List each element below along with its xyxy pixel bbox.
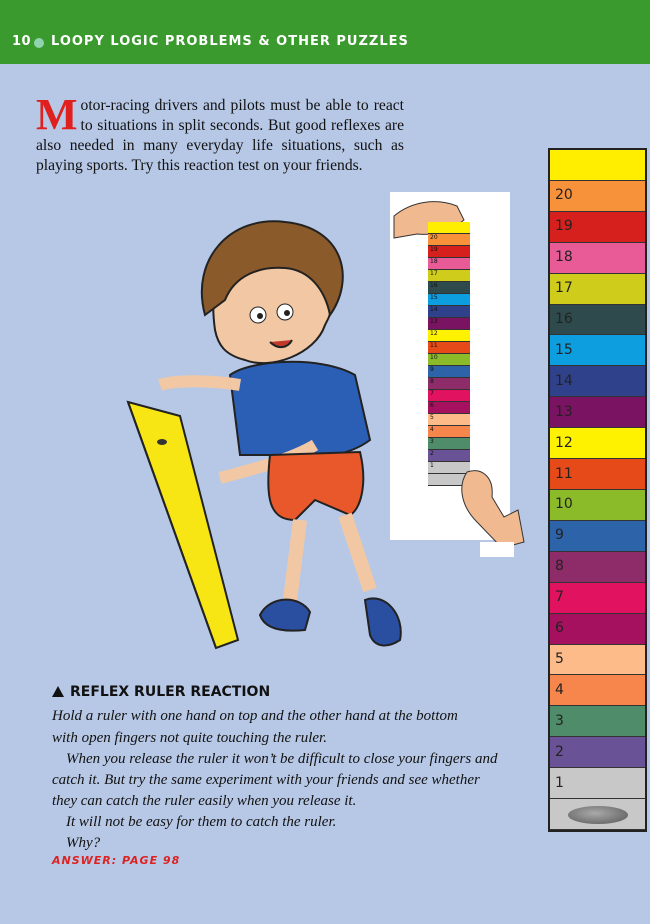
mini-ruler-segment bbox=[428, 306, 470, 318]
ruler-number: 16 bbox=[555, 310, 573, 327]
mini-ruler-number: 9 bbox=[430, 366, 434, 373]
mini-ruler-number: 7 bbox=[430, 390, 434, 397]
body-line: When you release the ruler it won’t be difficult to close your fingers and bbox=[66, 751, 498, 767]
ruler-number: 17 bbox=[555, 280, 573, 297]
mini-ruler-number: 5 bbox=[430, 414, 434, 421]
ruler-number: 1 bbox=[555, 774, 564, 791]
ruler-number: 6 bbox=[555, 620, 564, 637]
body-line: they can catch the ruler easily when you release it. bbox=[52, 793, 357, 809]
intro-paragraph bbox=[36, 90, 404, 176]
mini-ruler-number: 19 bbox=[430, 246, 438, 253]
intro-text: otor-racing drivers and pilots must be able to react to situations in split seconds. But good reflexes are also needed in many everyday life situations, such as playing sports. Try this reaction test on your friends. bbox=[36, 97, 404, 174]
ruler-segment bbox=[550, 366, 645, 397]
body-line: with open fingers not quite touching the ruler. bbox=[52, 730, 327, 746]
ruler-segment bbox=[550, 335, 645, 366]
mini-ruler-segment bbox=[428, 426, 470, 438]
triangle-icon bbox=[52, 686, 64, 697]
ruler-number: 12 bbox=[555, 434, 573, 451]
ruler-number: 7 bbox=[555, 589, 564, 606]
mini-ruler-number: 3 bbox=[430, 438, 434, 445]
mini-ruler-number: 1 bbox=[430, 462, 434, 469]
ruler-segment bbox=[550, 614, 645, 645]
mini-ruler-segment bbox=[428, 390, 470, 402]
ruler-number: 14 bbox=[555, 372, 573, 389]
mini-ruler-number: 18 bbox=[430, 258, 438, 265]
mini-ruler-number: 6 bbox=[430, 402, 434, 409]
ruler-number: 20 bbox=[555, 187, 573, 204]
yellow-ruler-illustration bbox=[128, 402, 238, 648]
ruler-number: 10 bbox=[555, 496, 573, 513]
hand-bottom-illustration bbox=[432, 462, 527, 557]
mini-ruler-number: 2 bbox=[430, 450, 434, 457]
mini-ruler-segment bbox=[428, 270, 470, 282]
mini-ruler-number: 16 bbox=[430, 282, 438, 289]
ruler-number: 18 bbox=[555, 249, 573, 266]
mini-ruler-number: 13 bbox=[430, 318, 438, 325]
body-line: Hold a ruler with one hand on top and the other hand at the bottom bbox=[52, 708, 458, 724]
ruler-number: 11 bbox=[555, 465, 573, 482]
answer-reference: ANSWER: PAGE 98 bbox=[52, 854, 181, 867]
mini-ruler-number: 14 bbox=[430, 306, 438, 313]
mini-ruler-segment bbox=[428, 330, 470, 342]
mini-ruler-segment bbox=[428, 354, 470, 366]
ruler-segment bbox=[550, 397, 645, 428]
mini-ruler-segment bbox=[428, 438, 470, 450]
mini-ruler-number: 10 bbox=[430, 354, 438, 361]
ruler-segment bbox=[550, 243, 645, 274]
ruler-segment bbox=[550, 768, 645, 799]
mini-ruler-segment bbox=[428, 234, 470, 246]
mini-ruler-segment bbox=[428, 378, 470, 390]
mini-ruler-segment bbox=[428, 258, 470, 270]
mini-ruler-number: 12 bbox=[430, 330, 438, 337]
mini-ruler-segment bbox=[428, 318, 470, 330]
colored-ruler bbox=[548, 148, 647, 832]
page-number: 10 bbox=[12, 34, 32, 49]
mini-ruler-number: 17 bbox=[430, 270, 438, 277]
mini-ruler-segment bbox=[428, 450, 470, 462]
chapter-title: LOOPY LOGIC PROBLEMS & OTHER PUZZLES bbox=[51, 34, 409, 49]
ruler-number: 13 bbox=[555, 403, 573, 420]
body-line: Why? bbox=[66, 835, 101, 851]
ruler-segment bbox=[550, 305, 645, 336]
ruler-segment bbox=[550, 706, 645, 737]
boy-with-ruler-illustration bbox=[120, 220, 410, 670]
body-line: It will not be easy for them to catch the ruler. bbox=[66, 814, 337, 830]
mini-ruler-number: 11 bbox=[430, 342, 438, 349]
mini-ruler-number: 20 bbox=[430, 234, 438, 241]
ruler-number: 8 bbox=[555, 558, 564, 575]
ruler-segment bbox=[550, 274, 645, 305]
mini-ruler-number: 4 bbox=[430, 426, 434, 433]
mini-ruler-segment bbox=[428, 282, 470, 294]
body-line: catch it. But try the same experiment with your friends and see whether bbox=[52, 772, 480, 788]
ruler-segment bbox=[550, 212, 645, 243]
ruler-segment bbox=[550, 490, 645, 521]
ruler-segment bbox=[550, 737, 645, 768]
mini-ruler-segment bbox=[428, 414, 470, 426]
drop-cap: M bbox=[36, 90, 78, 139]
ruler-segment bbox=[550, 552, 645, 583]
ruler-segment bbox=[550, 459, 645, 490]
ruler-number: 19 bbox=[555, 218, 573, 235]
mini-ruler-segment bbox=[428, 222, 470, 234]
ruler-segment bbox=[550, 521, 645, 552]
ruler-segment bbox=[550, 645, 645, 676]
ruler-number: 15 bbox=[555, 341, 573, 358]
mini-ruler-number: 8 bbox=[430, 378, 434, 385]
page-header bbox=[0, 0, 650, 64]
ruler-number: 5 bbox=[555, 650, 564, 667]
ruler-grip-icon bbox=[568, 806, 628, 824]
mini-ruler-number: 15 bbox=[430, 294, 438, 301]
ruler-segment bbox=[550, 181, 645, 212]
ruler-number: 3 bbox=[555, 712, 564, 729]
mini-ruler-segment bbox=[428, 246, 470, 258]
ruler-number: 4 bbox=[555, 681, 564, 698]
ruler-segment bbox=[550, 428, 645, 459]
section-heading: REFLEX RULER REACTION bbox=[52, 684, 270, 700]
ruler-number: 9 bbox=[555, 527, 564, 544]
mini-ruler-segment bbox=[428, 402, 470, 414]
ruler-segment bbox=[550, 150, 645, 181]
bullet-icon bbox=[34, 38, 44, 48]
mini-ruler-segment bbox=[428, 366, 470, 378]
mini-ruler-segment bbox=[428, 342, 470, 354]
mini-ruler-segment bbox=[428, 294, 470, 306]
ruler-segment bbox=[550, 675, 645, 706]
ruler-segment bbox=[550, 583, 645, 614]
ruler-number: 2 bbox=[555, 743, 564, 760]
